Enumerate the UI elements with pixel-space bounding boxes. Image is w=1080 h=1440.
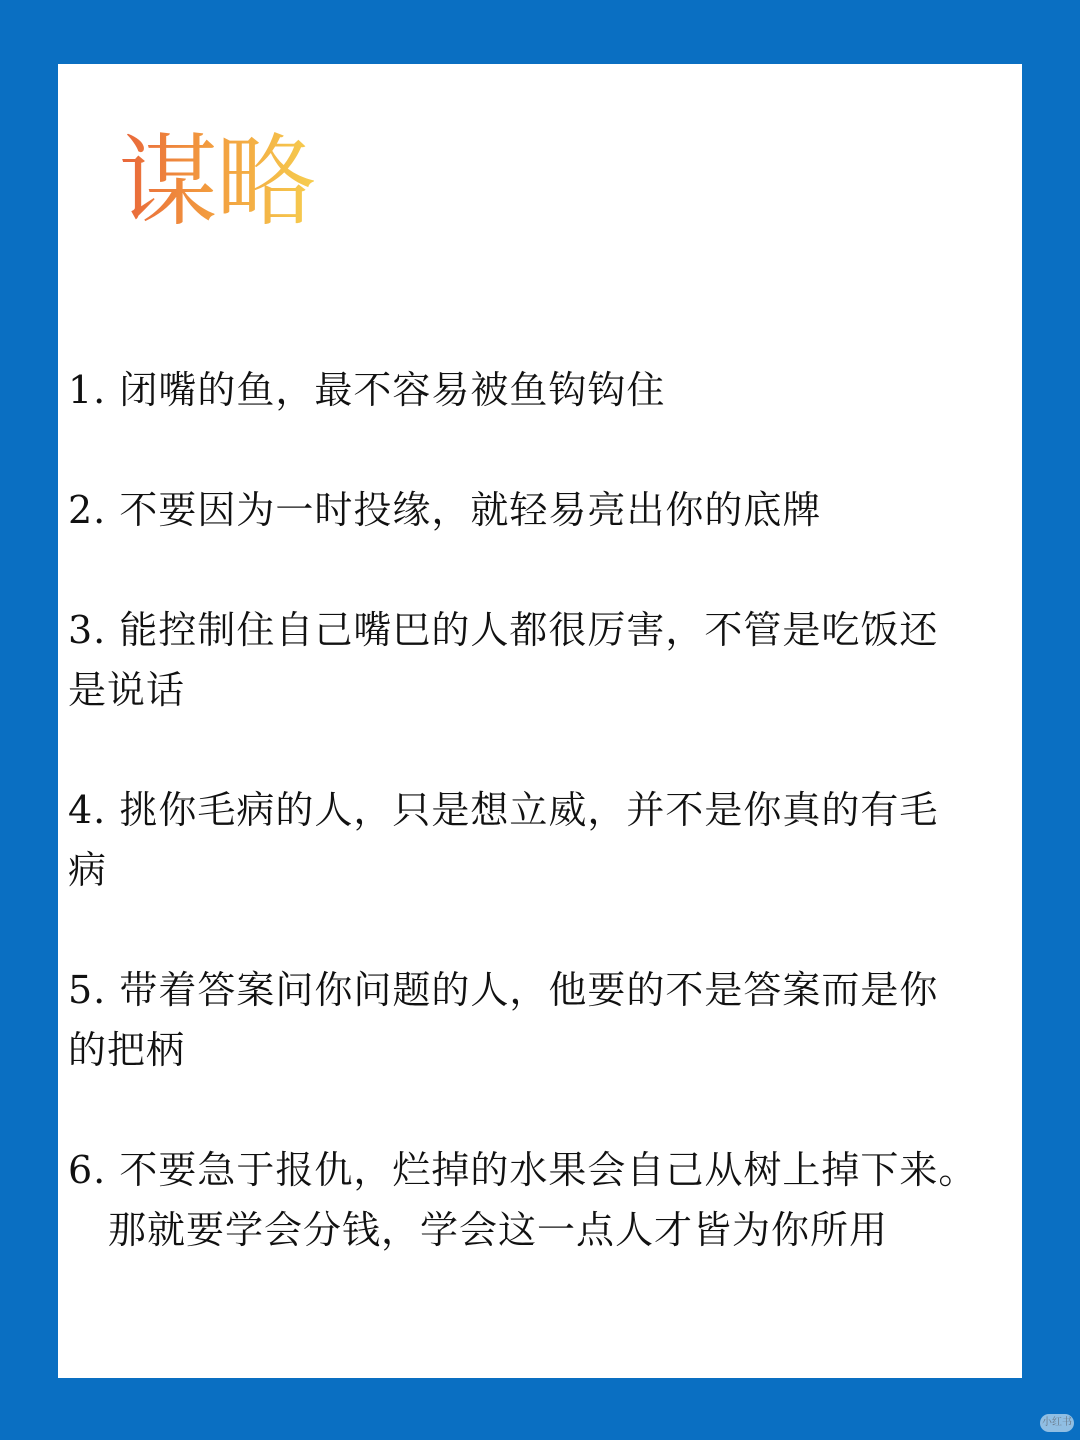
list-item	[68, 600, 1008, 720]
list-item	[68, 960, 1008, 1080]
list-item-line: 3. 能控制住自己嘴巴的人都很厉害，不管是吃饭还	[68, 608, 939, 652]
list-item	[68, 780, 1008, 900]
list-item	[68, 360, 1008, 420]
list-item-line: 2. 不要因为一时投缘，就轻易亮出你的底牌	[68, 488, 822, 532]
list-item-line: 的把柄	[68, 1028, 186, 1072]
list-item-line: 5. 带着答案问你问题的人，他要的不是答案而是你	[68, 968, 939, 1012]
list-item-line: 那就要学会分钱，学会这一点人才皆为你所用	[108, 1208, 889, 1252]
list-item-line: 6. 不要急于报仇，烂掉的水果会自己从树上掉下来。	[68, 1148, 978, 1192]
list-item	[68, 480, 1008, 540]
list-item-line: 1. 闭嘴的鱼，最不容易被鱼钩钩住	[68, 368, 666, 412]
watermark-logo: 小红书	[1040, 1414, 1074, 1432]
list-item-line: 病	[68, 848, 108, 892]
list-item-line: 是说话	[68, 668, 186, 712]
page-title: 谋略	[118, 123, 314, 240]
list-item-line: 4. 挑你毛病的人，只是想立威，并不是你真的有毛	[68, 788, 939, 832]
list-item	[68, 1140, 1008, 1260]
content-card	[58, 64, 1022, 1378]
